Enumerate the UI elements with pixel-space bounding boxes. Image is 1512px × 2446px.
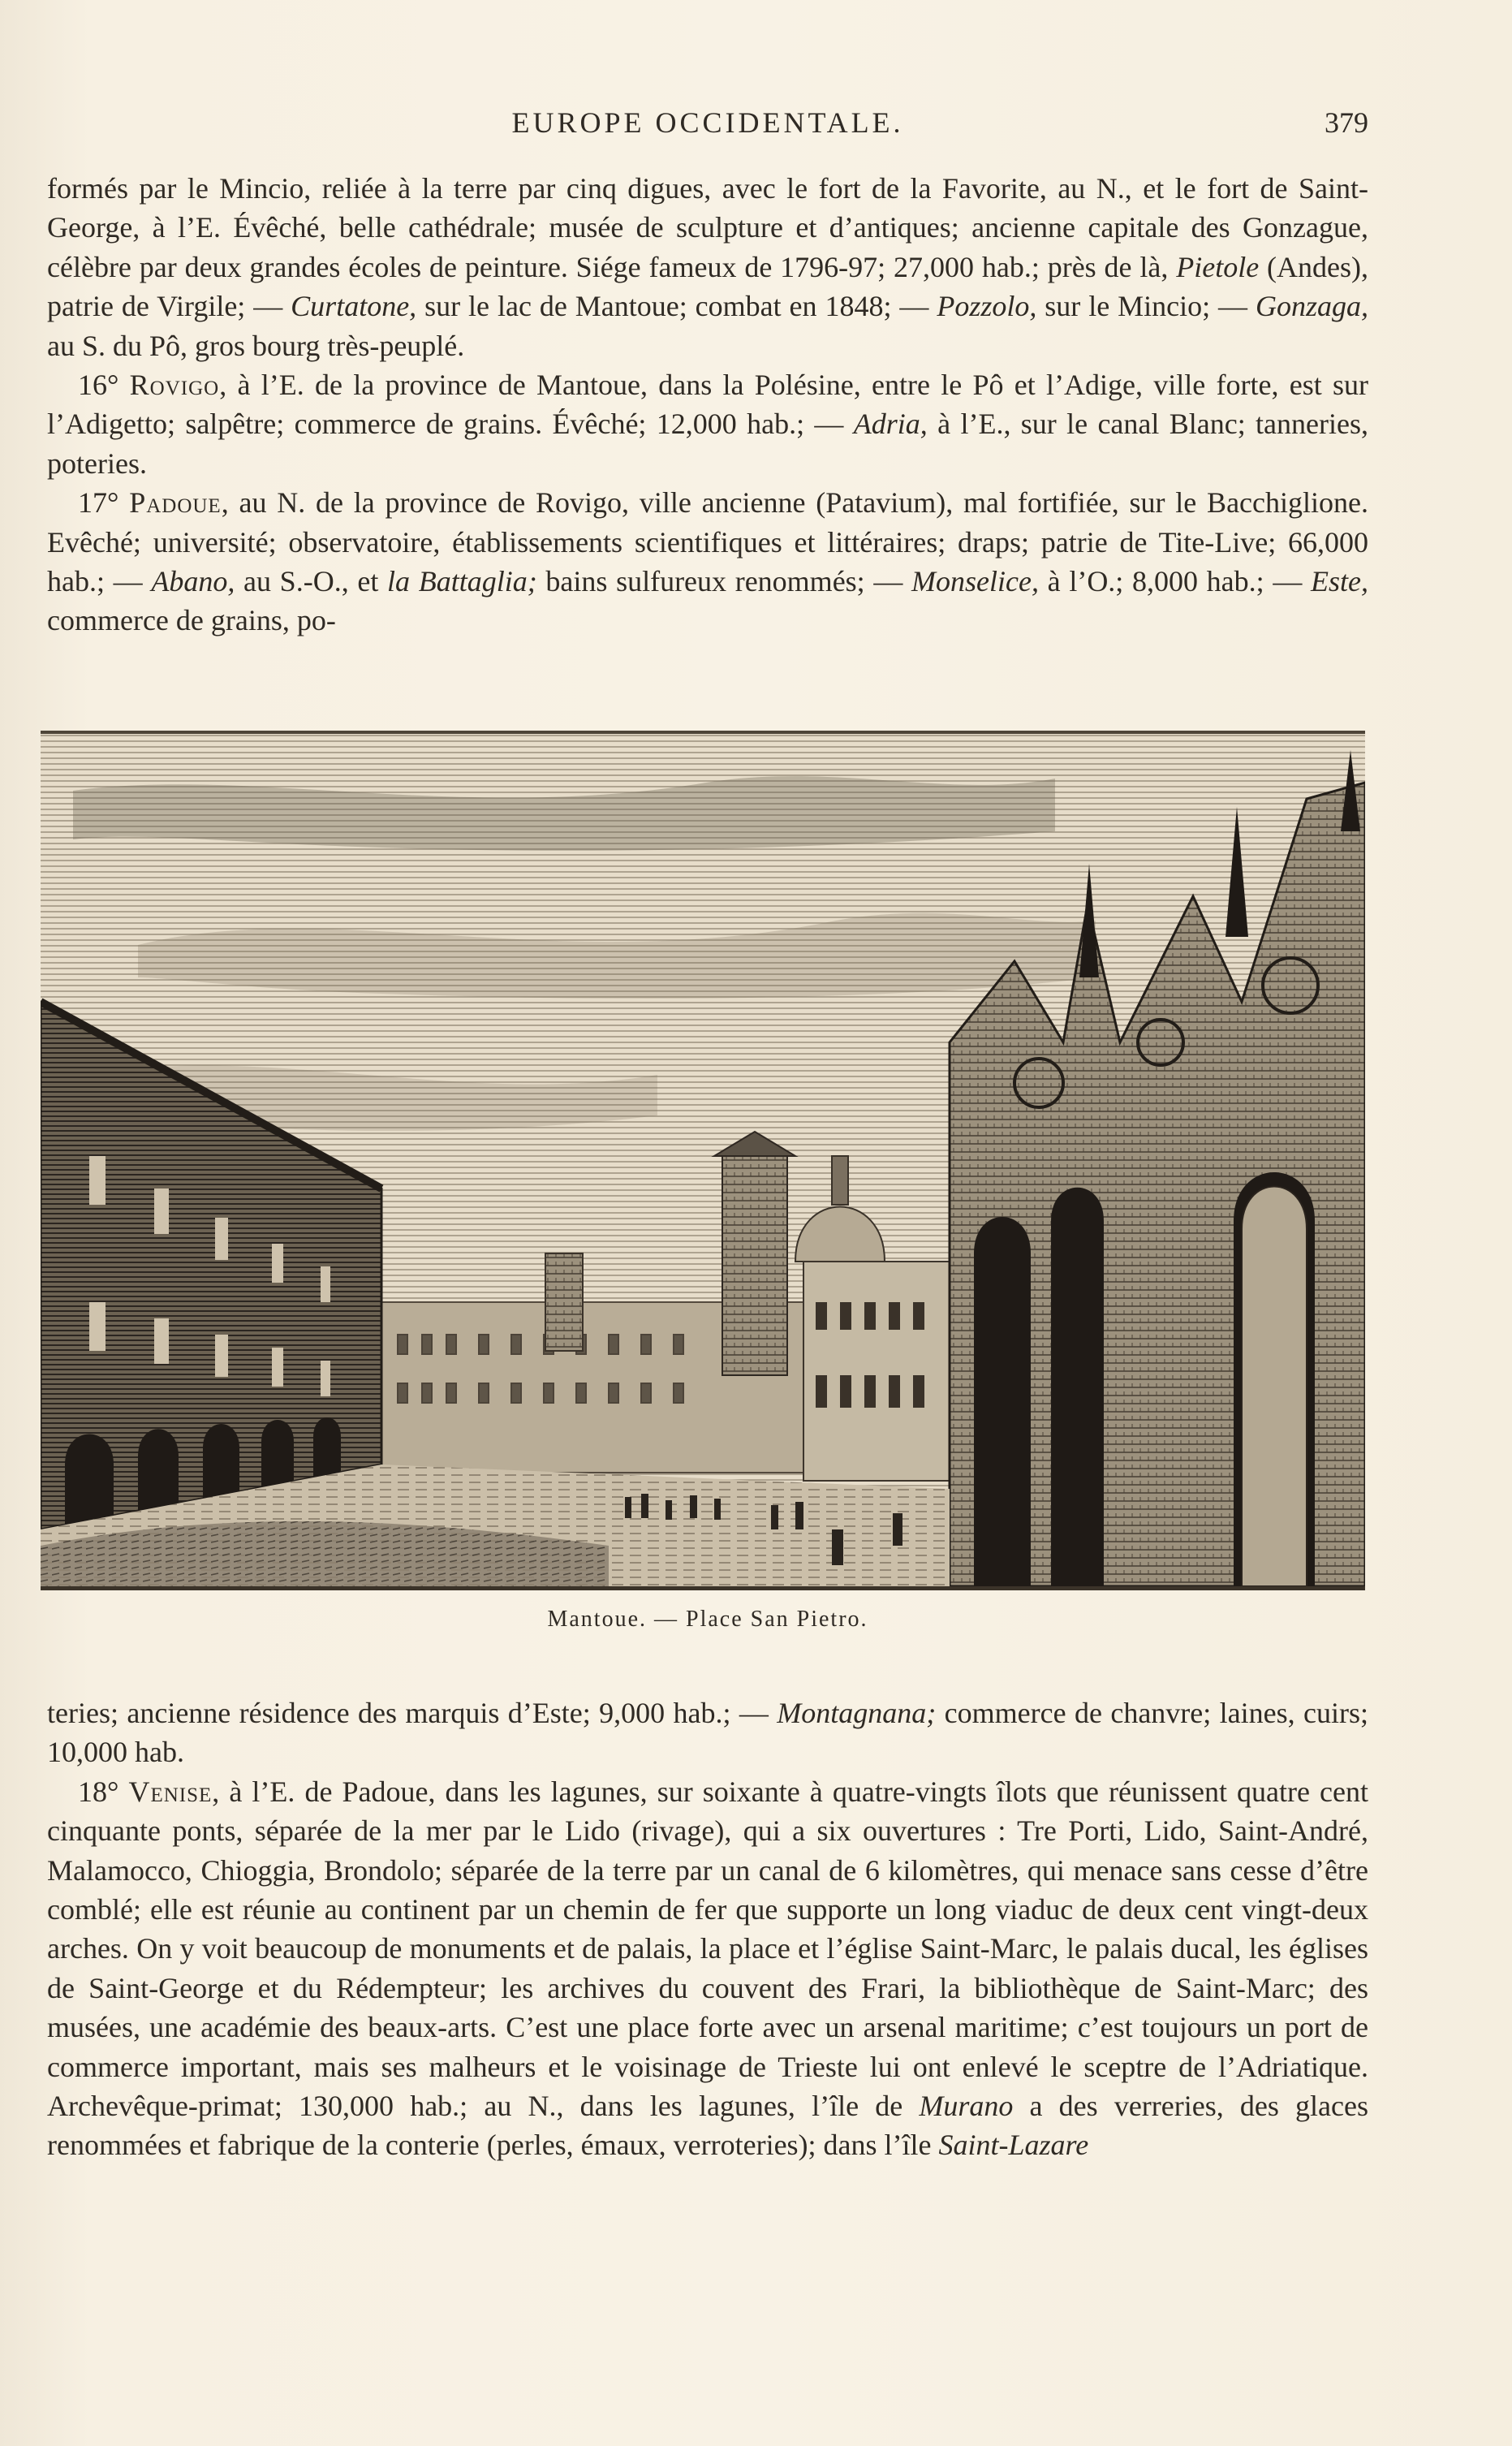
paragraph-rovigo xyxy=(47,365,1368,483)
paragraph-este-cont xyxy=(47,1693,1368,1772)
text-span: teries; ancienne résidence des marquis d’Este; 9,000 hab.; — xyxy=(47,1697,778,1729)
text-span: , au N. de la province de Rovigo, ville ancienne (Patavium), mal fortifiée, sur le Bacchiglione. Evêché; université; observatoire, établissements scientifiques et littéraires; draps; patrie de Tite-Live; 66,000 hab.; — xyxy=(47,486,1368,598)
paragraph-venise xyxy=(47,1772,1368,2165)
top-text-block xyxy=(47,169,1368,641)
entry-heading: Rovigo xyxy=(129,369,220,402)
text-span: formés par le Mincio, reliée à la terre par cinq digues, avec le fort de la Favorite, au N., et le fort de Saint-George, à l’E. Évêché, belle cathédrale; musée de sculpture et d’antiques; ancienne capitale des Gonzague, célèbre par deux grandes écoles de peinture. Siége fameux de 1796-97; 27,000 hab.; près de là, xyxy=(47,172,1368,283)
bottom-text-block xyxy=(47,1693,1368,2165)
entry-heading: Venise xyxy=(128,1775,213,1808)
text-span: sur le lac de Mantoue; combat en 1848; — xyxy=(416,290,937,323)
place-name-italic: Pozzolo, xyxy=(937,290,1037,323)
running-head xyxy=(47,101,1368,149)
text-span: a des verreries, des glaces renommées et fabrique de la conterie (perles, émaux, verroteries); dans l’île xyxy=(47,2090,1368,2162)
running-title: EUROPE OCCIDENTALE. xyxy=(511,106,904,139)
bell-tower xyxy=(722,1156,787,1375)
text-span: , à l’E. de la province de Mantoue, dans la Polésine, entre le Pô et l’Adige, ville forte, est sur l’Adigetto; salpêtre; commerce de grains. Évêché; 12,000 hab.; — xyxy=(47,369,1368,441)
place-name-italic: Este, xyxy=(1311,565,1369,598)
text-span: à l’E., sur le canal Blanc; tanneries, poteries. xyxy=(47,408,1368,480)
place-name-italic: Montagnana; xyxy=(777,1697,937,1729)
text-span: sur le Mincio; — xyxy=(1036,290,1256,323)
entry-number: 18° xyxy=(78,1775,129,1808)
figure-caption: Mantoue. — Place San Pietro. xyxy=(547,1607,868,1632)
place-name-italic: Abano, xyxy=(151,565,235,598)
paragraph-mantoue xyxy=(47,169,1368,365)
small-tower xyxy=(545,1253,583,1351)
entry-heading: Padoue xyxy=(129,486,222,520)
place-name-italic: Monselice, xyxy=(911,565,1039,598)
text-span: au S.-O., et xyxy=(235,565,388,598)
text-span: commerce de chanvre; laines, cuirs; 10,000 hab. xyxy=(47,1697,1369,1769)
place-name-italic: Curtatone, xyxy=(291,290,417,323)
text-span: (Andes), patrie de Virgile; — xyxy=(47,250,1368,323)
entry-number: 16° xyxy=(78,369,130,402)
entry-number: 17° xyxy=(78,486,130,520)
page-number: 379 xyxy=(1325,106,1368,139)
place-name-italic: la Battaglia; xyxy=(387,565,537,598)
text-span: bains sulfureux renommés; — xyxy=(536,565,912,598)
place-name-italic: Gonzaga, xyxy=(1256,290,1369,323)
engraving-svg xyxy=(41,734,1365,1586)
text-span: , à l’E. de Padoue, dans les lagunes, sur soixante à quatre-vingts îlots que réunissent quatre cent cinquante ponts, séparée de la mer par le Lido (rivage), qui a six ouvertures : Tre Porti, Lido, Saint-André, Malamocco, Chioggia, Brondolo; séparée de la terre par un canal de 6 kilomètres, qui menace sans cesse d’être comblé; elle est réunie au continent par un chemin de fer que supporte un long viaduc de deux cent vingt-deux arches. On y voit beaucoup de monuments et de palais, la place et l’église Saint-Marc, le palais ducal, les églises de Saint-George et du Rédempteur; les archives du couvent des Frari, la bibliothèque de Saint-Marc; des musées, une académie des beaux-arts. C’est une place forte avec un arsenal maritime; c’est toujours un port de commerce important, mais ses malheurs et le voisinage de Trieste lui ont enlevé le sceptre de l’Adriatique. Archevêque-primat; 130,000 hab.; au N., dans les lagunes, l’île de xyxy=(47,1775,1368,2123)
text-span: au S. du Pô, gros bourg très-peuplé. xyxy=(47,329,465,362)
text-span: à l’O.; 8,000 hab.; — xyxy=(1038,565,1312,598)
place-name-italic: Adria, xyxy=(853,408,928,441)
place-name-italic: Murano xyxy=(919,2090,1014,2123)
lantern xyxy=(832,1156,848,1205)
paragraph-padoue xyxy=(47,483,1368,641)
place-name-italic: Saint-Lazare xyxy=(938,2129,1089,2162)
place-name-italic: Pietole xyxy=(1176,250,1260,283)
engraving-illustration xyxy=(41,731,1365,1590)
text-span: commerce de grains, po- xyxy=(47,604,336,637)
church-portal-interior xyxy=(1242,1187,1307,1587)
palazzo xyxy=(803,1262,950,1481)
